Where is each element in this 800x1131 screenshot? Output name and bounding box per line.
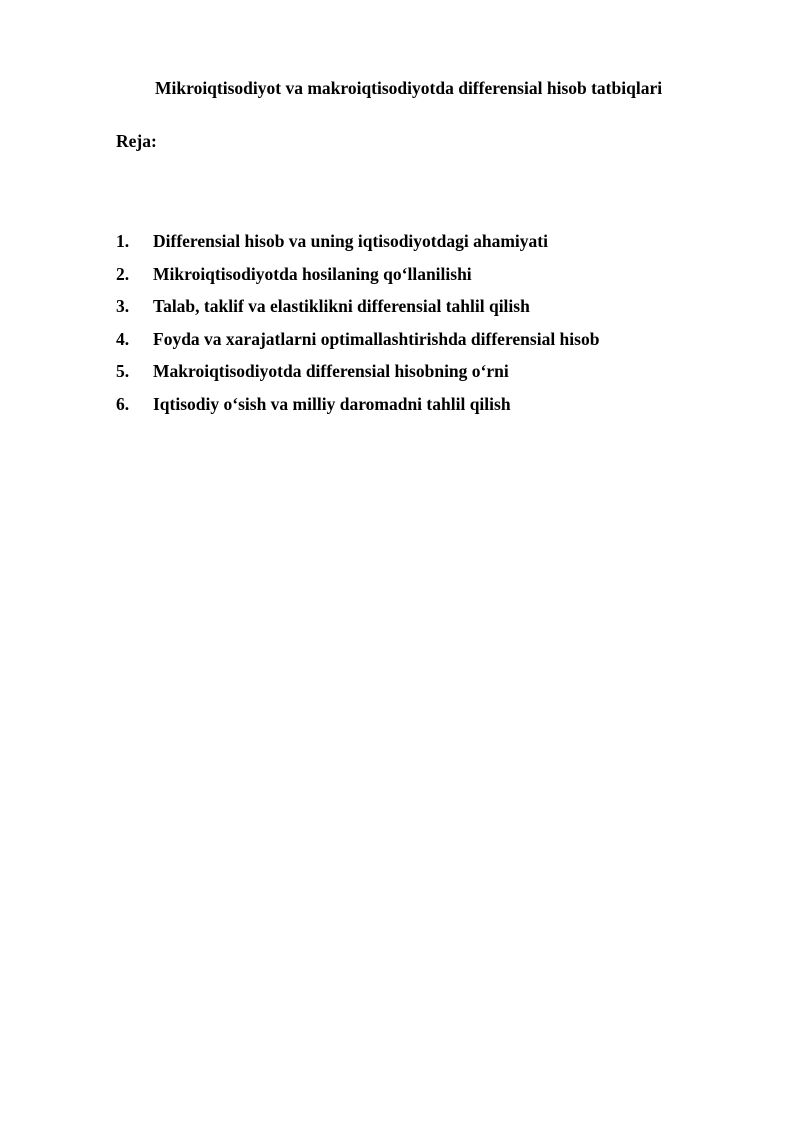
plan-item-number: 1. [116,231,130,251]
document-title: Mikroiqtisodiyot va makroiqtisodiyotda differensial hisob tatbiqlari [155,78,663,98]
plan-item-text: Iqtisodiy o‘sish va milliy daromadni tahlil qilish [153,393,511,414]
plan-item-number: 6. [116,393,130,414]
plan-item [116,295,599,328]
plan-item-text: Talab, taklif va elastiklikni differensial tahlil qilish [153,296,530,317]
plan-item-text: Mikroiqtisodiyotda hosilaning qo‘llanilishi [153,263,472,284]
plan-item-number: 5. [116,361,130,382]
plan-item-text: Foyda va xarajatlarni optimallashtirishda differensial hisob [153,328,600,349]
plan-list [116,230,599,426]
plan-item-text: Makroiqtisodiyotda differensial hisobning o‘rni [153,361,509,382]
plan-item-number: 2. [116,263,130,284]
plan-item-text: Differensial hisob va uning iqtisodiyotdagi ahamiyati [153,231,548,251]
plan-item [116,230,599,263]
plan-item-number: 4. [116,328,130,349]
plan-item-number: 3. [116,296,130,317]
plan-heading: Reja: [116,131,157,151]
plan-item [116,360,599,393]
plan-item [116,393,599,426]
plan-item [116,263,599,296]
plan-item [116,328,599,361]
